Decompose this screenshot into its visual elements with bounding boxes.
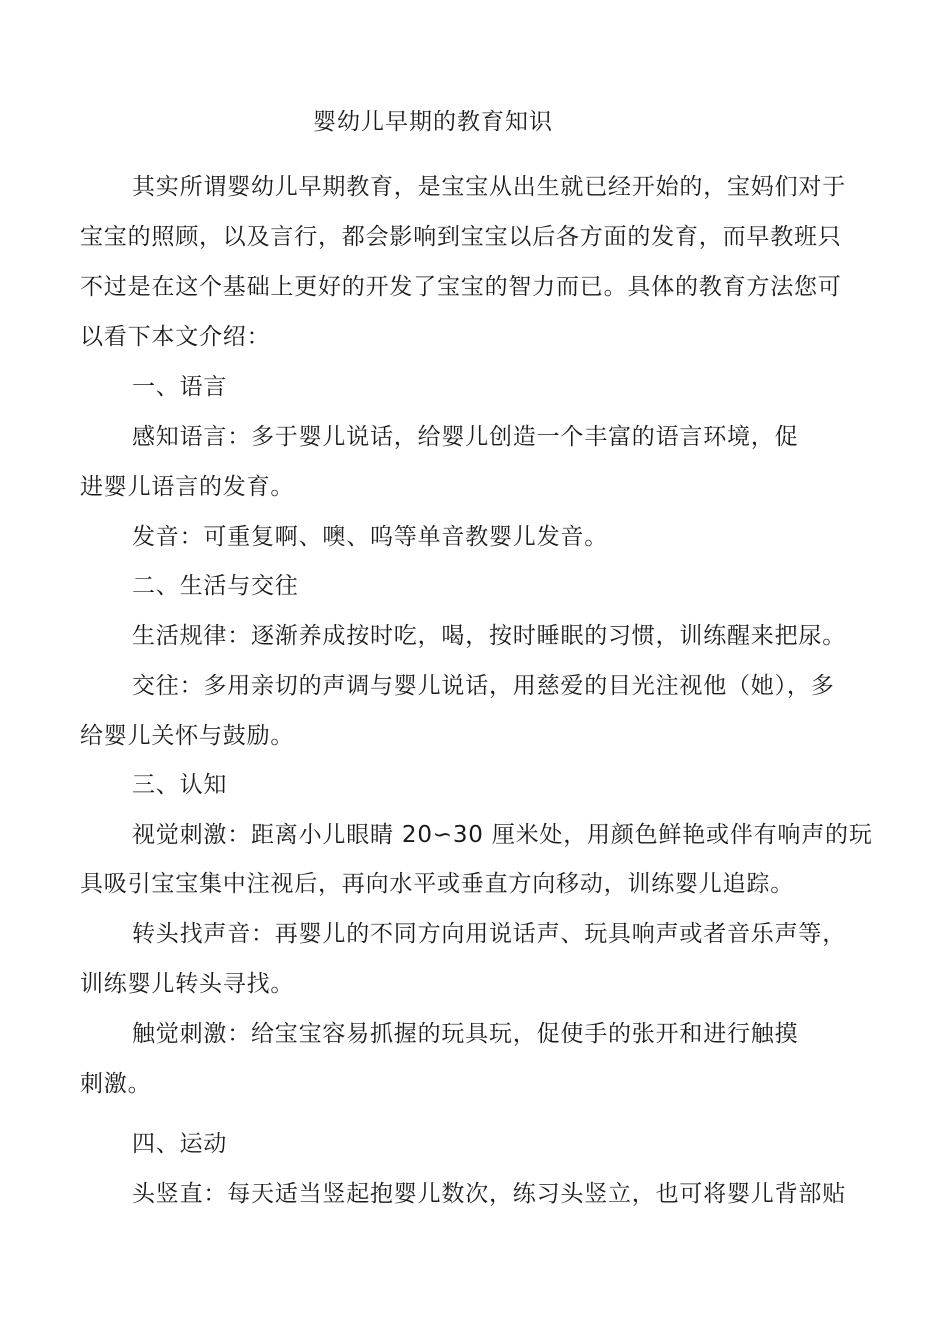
paragraph-line: 给婴儿关怀与鼓励。 [80, 723, 295, 749]
section-heading: 三、认知 [132, 772, 228, 798]
paragraph-line: 发音：可重复啊、噢、呜等单音教婴儿发音。 [132, 524, 608, 550]
paragraph-line: 宝宝的照顾，以及言行，都会影响到宝宝以后各方面的发育，而早教班只 [80, 224, 842, 250]
paragraph-line: 感知语言：多于婴儿说话，给婴儿创造一个丰富的语言环境，促 [132, 424, 799, 450]
paragraph-line: 头竖直：每天适当竖起抱婴儿数次，练习头竖立，也可将婴儿背部贴 [132, 1181, 846, 1207]
section-heading: 一、语言 [132, 374, 228, 400]
section-heading: 二、生活与交往 [132, 573, 299, 599]
paragraph-line: 转头找声音：再婴儿的不同方向用说话声、玩具响声或者音乐声等， [132, 921, 846, 947]
paragraph-line: 不过是在这个基础上更好的开发了宝宝的智力而已。具体的教育方法您可 [80, 274, 842, 300]
paragraph-line: 刺激。 [80, 1071, 152, 1097]
paragraph-line: 生活规律：逐渐养成按时吃，喝，按时睡眠的习惯，训练醒来把尿。 [132, 623, 846, 649]
paragraph-line: 具吸引宝宝集中注视后，再向水平或垂直方向移动，训练婴儿追踪。 [80, 871, 794, 897]
section-heading: 四、运动 [132, 1131, 228, 1157]
paragraph-line: 以看下本文介绍： [80, 324, 271, 350]
paragraph-line: 触觉刺激：给宝宝容易抓握的玩具玩，促使手的张开和进行触摸 [132, 1021, 799, 1047]
paragraph-line: 交往：多用亲切的声调与婴儿说话，用慈爱的目光注视他（她），多 [132, 673, 835, 699]
document-title: 婴幼儿早期的教育知识 [313, 109, 553, 135]
paragraph-line: 训练婴儿转头寻找。 [80, 971, 295, 997]
paragraph-line: 进婴儿语言的发育。 [80, 474, 295, 500]
paragraph-line: 其实所谓婴幼儿早期教育，是宝宝从出生就已经开始的，宝妈们对于 [132, 174, 846, 200]
paragraph-line: 视觉刺激：距离小儿眼睛 20∽30 厘米处，用颜色鲜艳或伴有响声的玩 [132, 822, 873, 848]
